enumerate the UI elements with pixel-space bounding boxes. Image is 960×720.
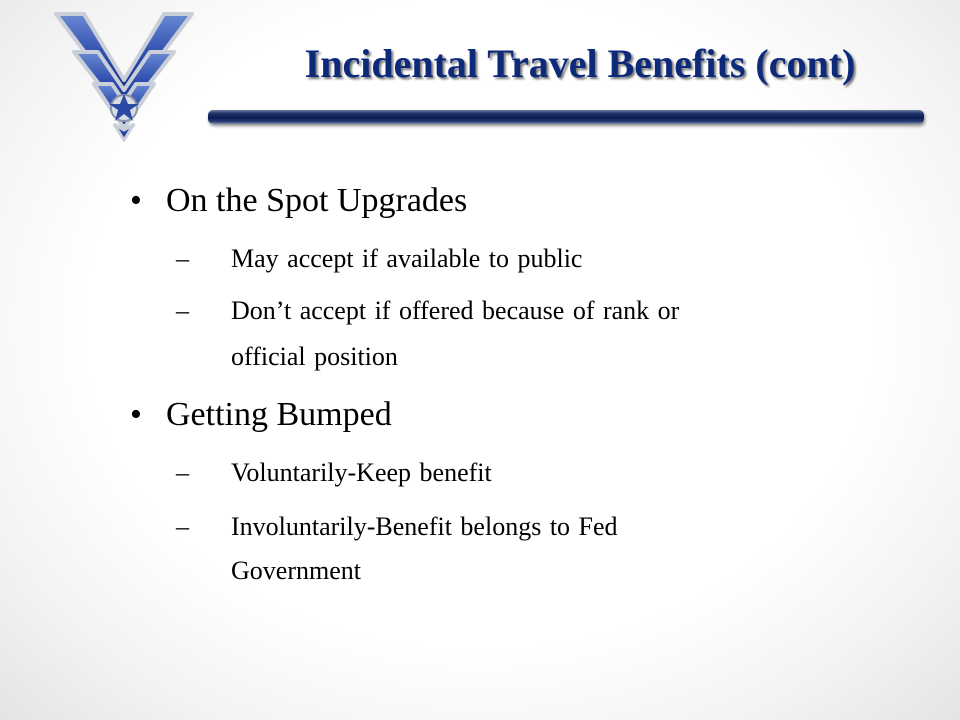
bullet-marker: • xyxy=(130,182,142,219)
sub-bullet-marker: – xyxy=(176,512,189,541)
sub-bullet-text: Involuntarily-Benefit belongs to Fed xyxy=(231,512,618,541)
sub-bullet-text: Voluntarily-Keep benefit xyxy=(231,458,492,487)
bullet-text: On the Spot Upgrades xyxy=(166,182,468,219)
sub-bullet-text: Government xyxy=(231,556,361,585)
sub-bullet-text: May accept if available to public xyxy=(231,244,583,273)
sub-bullet-text: Don’t accept if offered because of rank or xyxy=(231,296,680,325)
sub-bullet-marker: – xyxy=(176,296,189,325)
sub-bullet-marker: – xyxy=(176,244,189,273)
slide-title: Incidental Travel Benefits (cont) xyxy=(304,41,856,86)
bullet-marker: • xyxy=(130,396,142,433)
sub-bullet-marker: – xyxy=(176,458,189,487)
bullet-text: Getting Bumped xyxy=(166,396,392,433)
sub-bullet-text: official position xyxy=(231,342,398,371)
